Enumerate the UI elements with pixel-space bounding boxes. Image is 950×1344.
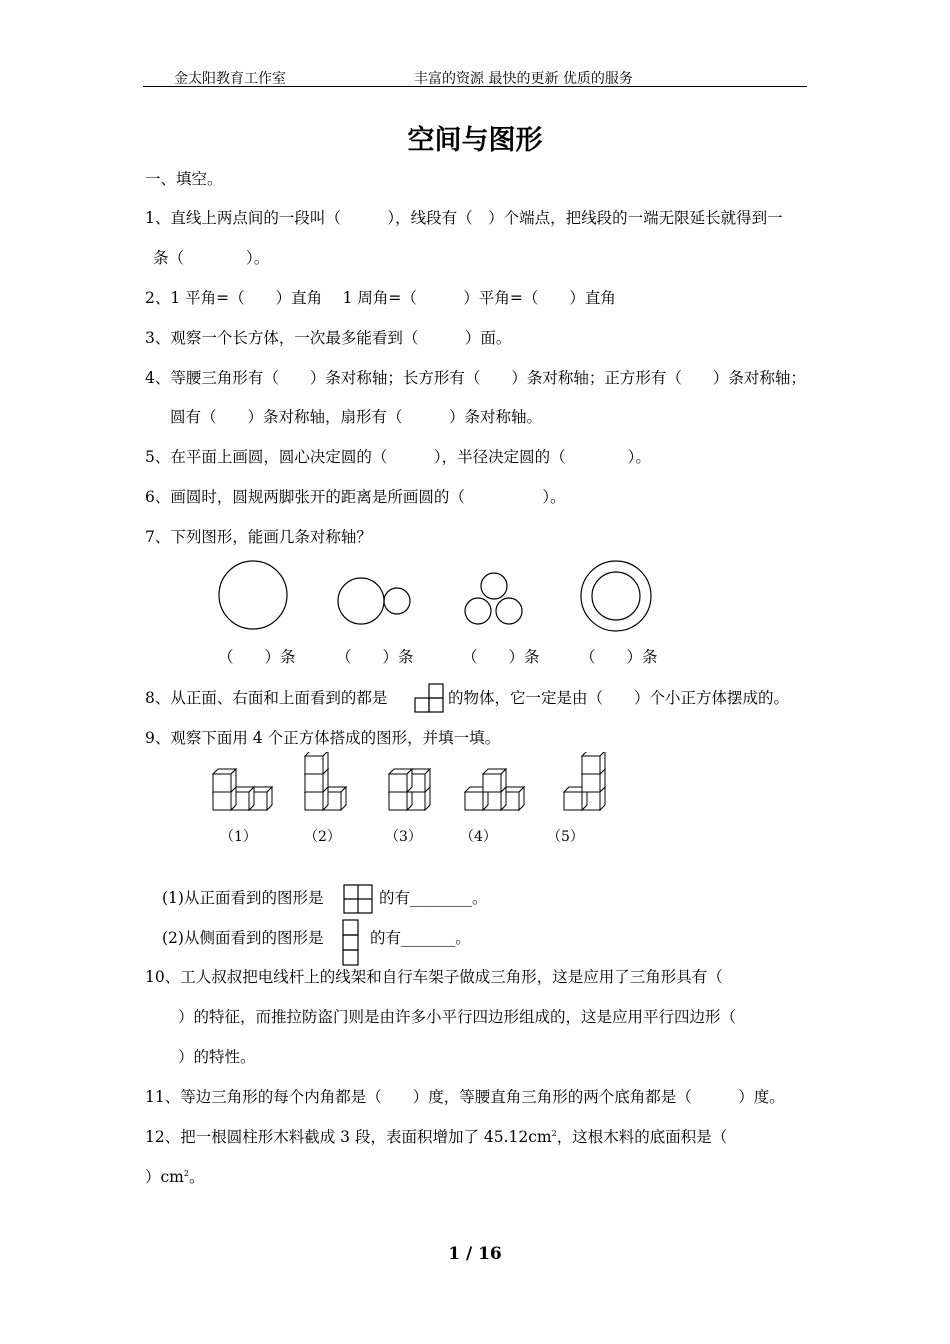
- l-shape-view-icon: [414, 683, 446, 715]
- question-12-line-2: [145, 1165, 205, 1187]
- question-8-post: 的物体，它一定是由（ ）个小正方体摆成的。: [448, 689, 790, 707]
- question-12-line-1: [145, 1125, 727, 1147]
- q12-text-b: ，这根木料的底面积是（: [556, 1128, 728, 1146]
- figure-ring-inner: [592, 572, 640, 620]
- header-rule: [143, 86, 807, 87]
- figure-three-circles-right: [496, 598, 522, 624]
- header-left: 金太阳教育工作室: [174, 71, 286, 87]
- cube-figure-4: [465, 769, 524, 810]
- cube-figure-2: [305, 752, 346, 810]
- header-right: 丰富的资源 最快的更新 优质的服务: [414, 71, 633, 87]
- question-10-line-2: ）的特征，而推拉防盗门则是由许多小平行四边形组成的，这是应用平行四边形（: [178, 1008, 737, 1026]
- q9-sub-1-post: 的有________。: [379, 889, 488, 907]
- figure-three-circles-left: [465, 598, 491, 624]
- figure-two-circles-small: [384, 588, 410, 614]
- question-4-line-2: 圆有（ ）条对称轴，扇形有（ ）条对称轴。: [170, 408, 543, 426]
- figure-single-circle: [219, 561, 287, 629]
- cube-figures: [205, 752, 615, 816]
- cube-figure-5: [564, 752, 605, 810]
- symmetry-figures: [200, 556, 680, 636]
- question-11: 11、等边三角形的每个内角都是（ ）度，等腰直角三角形的两个底角都是（ ）度。: [145, 1088, 785, 1106]
- q7-blank-2: （ ）条: [336, 648, 414, 666]
- question-8-pre: 8、从正面、右面和上面看到的都是: [145, 689, 388, 707]
- figure-three-circles-top: [481, 573, 507, 599]
- question-7: 7、下列图形，能画几条对称轴？: [145, 528, 372, 546]
- question-9: 9、观察下面用 4 个正方体搭成的图形，并填一填。: [145, 729, 501, 747]
- q7-blank-1: （ ）条: [218, 648, 296, 666]
- page-number: 1 / 16: [448, 1244, 502, 1264]
- cube-figure-1: [213, 769, 272, 810]
- figure-two-circles-large: [338, 578, 384, 624]
- question-6: 6、画圆时，圆规两脚张开的距离是所画圆的（ ）。: [145, 488, 566, 506]
- cube-label-2: （2）: [304, 829, 341, 845]
- q9-sub-2-post: 的有_______。: [370, 929, 471, 947]
- question-3: 3、观察一个长方体，一次最多能看到（ ）面。: [145, 329, 512, 347]
- column-view-icon: [342, 919, 360, 967]
- section-heading: 一、填空。: [145, 170, 223, 188]
- q12-text-a: 12、把一根圆柱形木料截成 3 段，表面积增加了 45.12cm: [145, 1128, 552, 1146]
- question-4-line-1: 4、等腰三角形有（ ）条对称轴；长方形有（ ）条对称轴；正方形有（ ）条对称轴；: [145, 369, 806, 387]
- question-10-line-3: ）的特性。: [178, 1048, 256, 1066]
- q7-blank-4: （ ）条: [580, 648, 658, 666]
- q7-blank-3: （ ）条: [462, 648, 540, 666]
- cube-label-4: （4）: [460, 829, 497, 845]
- question-1-line-2: 条（ ）。: [153, 249, 270, 267]
- q9-sub-1-pre: (1)从正面看到的图形是: [162, 889, 324, 907]
- cube-label-3: （3）: [385, 829, 422, 845]
- cube-figure-3: [389, 769, 430, 810]
- question-1-line-1: 1、直线上两点间的一段叫（ ），线段有（ ）个端点，把线段的一端无限延长就得到一: [145, 209, 783, 227]
- q12-sup-a: 2: [551, 1128, 557, 1138]
- page-title: 空间与图形: [407, 125, 543, 156]
- question-10-line-1: 10、工人叔叔把电线杆上的线架和自行车架子做成三角形，这是应用了三角形具有（: [145, 968, 723, 986]
- q12-sup-b: 2: [183, 1168, 189, 1178]
- cube-label-1: （1）: [220, 829, 257, 845]
- question-5: 5、在平面上画圆，圆心决定圆的（ ），半径决定圆的（ ）。: [145, 448, 651, 466]
- square-view-icon: [343, 884, 373, 914]
- cube-label-5: （5）: [547, 829, 584, 845]
- q12-text-d: 。: [188, 1168, 205, 1186]
- q9-sub-2-pre: (2)从侧面看到的图形是: [162, 929, 324, 947]
- q12-text-c: ）cm: [145, 1168, 184, 1186]
- question-2: 2、1 平角=（ ）直角 1 周角=（ ）平角=（ ）直角: [145, 289, 616, 307]
